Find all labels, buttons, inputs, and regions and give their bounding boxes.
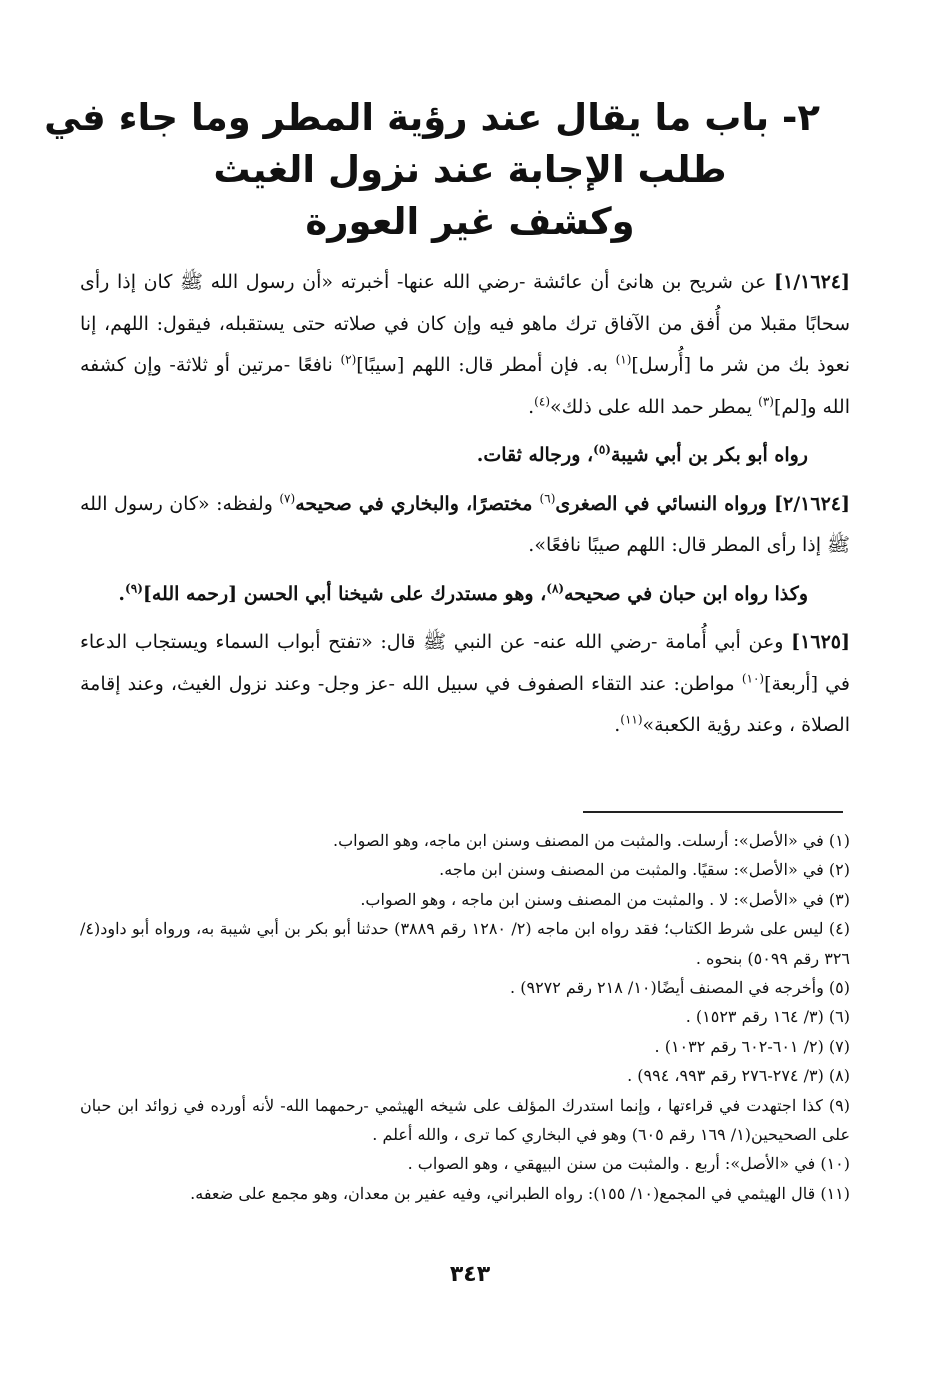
footnote-ref: (٥) bbox=[593, 442, 611, 457]
takhrij-paragraph bbox=[80, 435, 850, 477]
footnote: (٣) في «الأصل»: لا . والمثبت من المصنف وسنن ابن ماجه ، وهو الصواب. bbox=[360, 889, 850, 909]
chapter-title-line-1: ٢- باب ما يقال عند رؤية المطر وما جاء في bbox=[44, 96, 820, 139]
main-text bbox=[80, 262, 850, 747]
footnote-ref: (٧) bbox=[279, 491, 296, 506]
hadith-number: [١٦٢٥] bbox=[791, 631, 850, 653]
takhrij-text: وكذا رواه ابن حبان في صحيحه bbox=[564, 582, 808, 605]
hadith-paragraph-1624-1 bbox=[80, 262, 850, 428]
footnote-ref: (٨) bbox=[546, 581, 565, 596]
hadith-text: . bbox=[614, 714, 621, 736]
footnote: (٢) في «الأصل»: سقيًا. والمثبت من المصنف وسنن ابن ماجه. bbox=[439, 860, 850, 880]
hadith-text: نافعًا -مرتين أو ثلاثة- وإن كشفه الله و[لم] bbox=[80, 354, 850, 418]
hadith-paragraph-1624-2 bbox=[80, 484, 850, 567]
takhrij-text: رواه أبو بكر بن أبي شيبة bbox=[610, 444, 808, 466]
footnote: (١١) قال الهيثمي في المجمع(١٠/ ١٥٥): رواه الطبراني، وفيه عفير بن معدان، وهو مجمع على ضعفه. bbox=[190, 1183, 850, 1203]
chapter-title bbox=[44, 92, 820, 248]
hadith-text: مواطن: عند التقاء الصفوف في سبيل الله -عز وجل- وعند نزول الغيث، وعند إقامة الصلاة ، وعند رؤية الكعبة» bbox=[80, 672, 850, 736]
hadith-text: يمطر حمد الله على ذلك» bbox=[550, 395, 759, 418]
page-number: ٣٤٣ bbox=[449, 1262, 491, 1287]
footnote: (٦) (٣/ ١٦٤ رقم ١٥٢٣) . bbox=[685, 1007, 850, 1027]
footnote: (٨) (٣/ ٢٧٤-٢٧٦ رقم ٩٩٣، ٩٩٤) . bbox=[627, 1066, 850, 1086]
footnote: (١) في «الأصل»: أرسلت. والمثبت من المصنف وسنن ابن ماجه، وهو الصواب. bbox=[333, 831, 850, 850]
footnote-ref: (١) bbox=[615, 352, 632, 367]
footnote: (٥) وأخرجه في المصنف أيضًا(١٠/ ٢١٨ رقم ٩٢٧٢) . bbox=[510, 978, 850, 998]
chapter-title-line-3: وكشف غير العورة bbox=[305, 200, 635, 243]
footnote-separator bbox=[583, 811, 843, 813]
footnote-ref: (٦) bbox=[539, 491, 556, 506]
footnote-ref: (٣) bbox=[758, 394, 774, 409]
footnote: (١٠) في «الأصل»: أربع . والمثبت من سنن البيهقي ، وهو الصواب . bbox=[407, 1154, 850, 1174]
hadith-paragraph-1625 bbox=[80, 622, 850, 747]
hadith-text: به. فإن أمطر قال: اللهم [سيبًا] bbox=[356, 354, 616, 376]
hadith-text: وعن أبي أُمامة -رضي الله عنه- عن النبي ﷺ قال: «تفتح أبواب السماء ويستجاب الدعاء في [أربعة] bbox=[80, 631, 850, 695]
takhrij-text: ، وهو مستدرك على شيخنا أبي الحسن [رحمه الله] bbox=[142, 582, 547, 605]
footnote-ref: (١٠) bbox=[741, 671, 765, 686]
ibn-hibban-paragraph bbox=[80, 574, 850, 616]
footnote-ref: (١١) bbox=[620, 712, 643, 727]
takhrij-text: . bbox=[118, 582, 126, 605]
hadith-number: [١/١٦٢٤] bbox=[774, 271, 850, 293]
hadith-text: ورواه النسائي في الصغرى bbox=[555, 492, 775, 515]
footnotes bbox=[80, 826, 850, 1208]
footnote-ref: (٩) bbox=[125, 581, 143, 596]
takhrij-text: ، ورجاله ثقات. bbox=[476, 444, 594, 466]
hadith-number: [٢/١٦٢٤] bbox=[774, 492, 850, 515]
hadith-text: مختصرًا، والبخاري في صحيحه bbox=[295, 492, 540, 515]
hadith-text: عن شريح بن هانئ أن عائشة -رضي الله عنها- أخبرته «أن رسول الله ﷺ كان إذا رأى سحابًا مقبلا من أُفق من الآفاق ترك ماهو فيه وإن كان في صلاته حتى يستقبله، فيقول: اللهم، إنا نعوذ بك من شر ما [أُرسل] bbox=[80, 271, 851, 376]
footnote: (٤) ليس على شرط الكتاب؛ فقد رواه ابن ماجه (٢/ ١٢٨٠ رقم ٣٨٨٩) حدثنا أبو بكر بن أبي شيبة به، ورواه أبو داود(٤/ ٣٢٦ رقم ٥٠٩٩) بنحوه . bbox=[80, 919, 850, 968]
footnote-ref: (٤) bbox=[534, 394, 550, 409]
hadith-text: ولفظه: «كان رسول الله ﷺ إذا رأى المطر قال: اللهم صيبًا نافعًا». bbox=[80, 492, 850, 556]
hadith-text: . bbox=[528, 395, 535, 418]
footnote-ref: (٢) bbox=[340, 352, 357, 367]
footnote: (٩) كذا اجتهدت في قراءتها ، وإنما استدرك المؤلف على شيخه الهيثمي -رحمهما الله- لأنه أورده في زوائد ابن حبان على الصحيحين(١/ ١٦٩ رقم ٦٠٥) وهو في البخاري كما ترى ، والله أعلم . bbox=[80, 1095, 850, 1145]
footnote: (٧) (٢/ ٦٠١-٦٠٢ رقم ١٠٣٢) . bbox=[654, 1036, 850, 1056]
chapter-title-line-2: طلب الإجابة عند نزول الغيث bbox=[213, 148, 727, 191]
